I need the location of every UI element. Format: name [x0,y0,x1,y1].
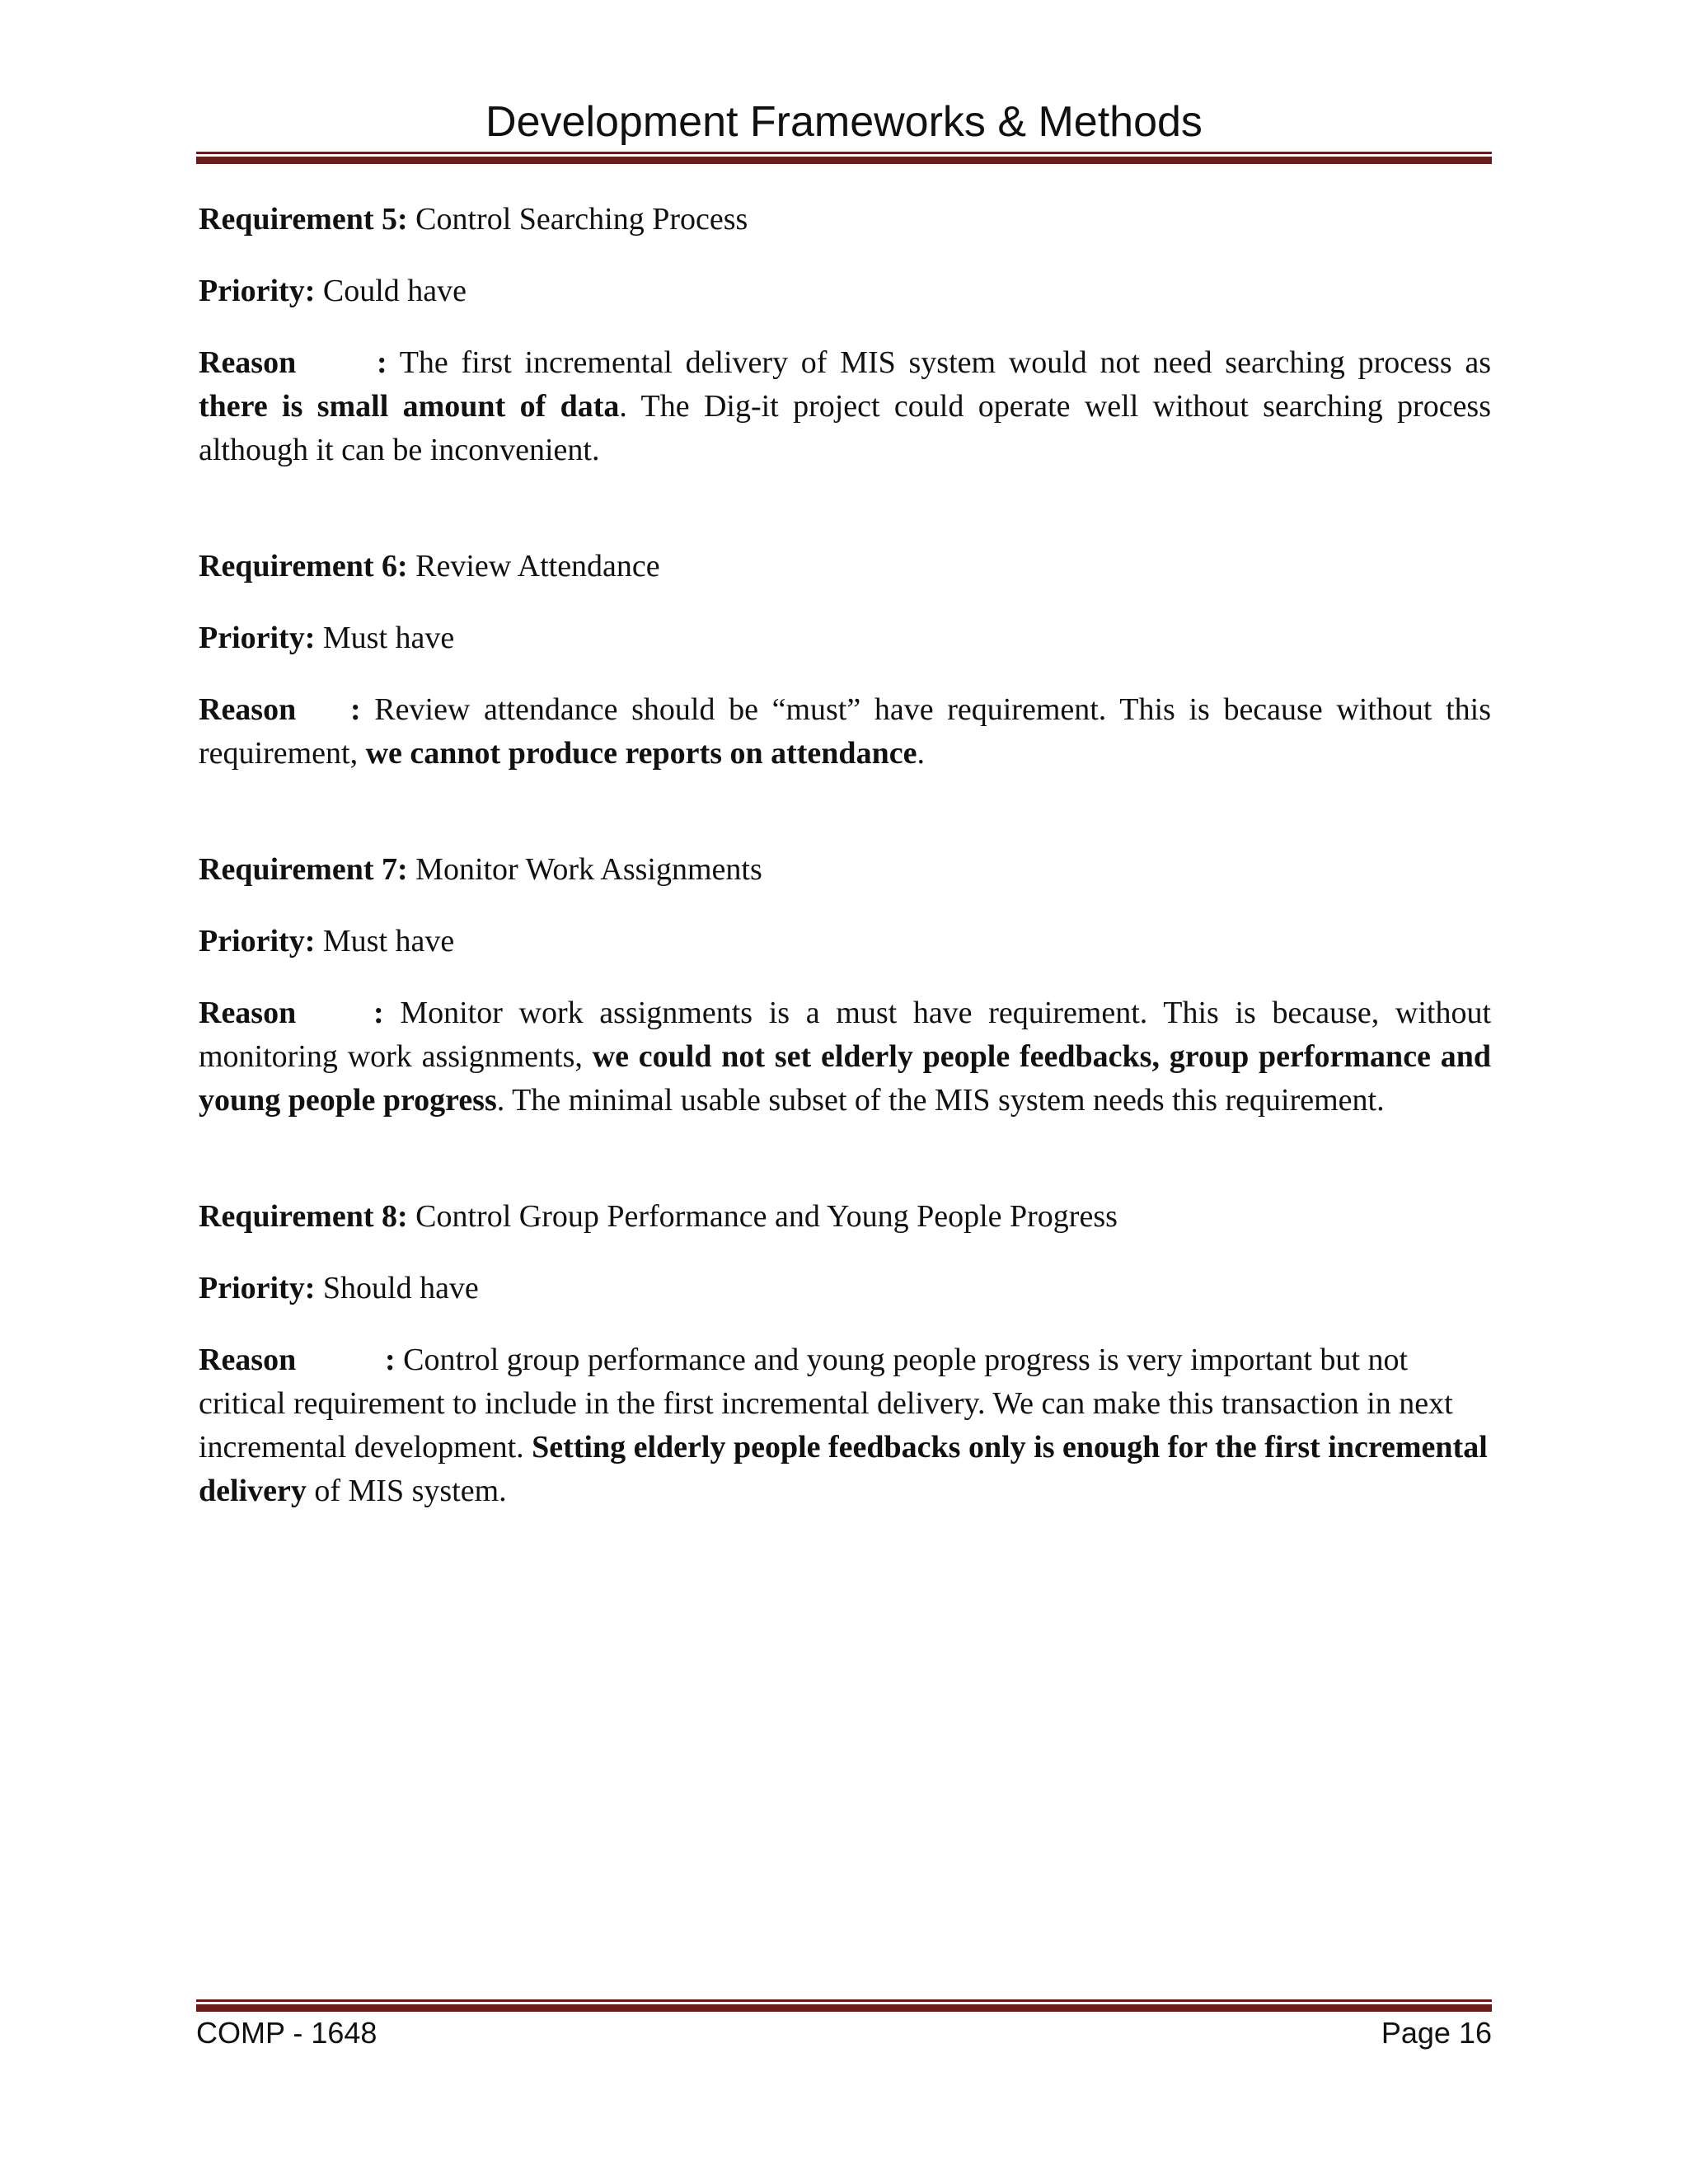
reason-text-cont: . The Dig-it project could operate well without searching process although it can be inconvenient. [199,389,1492,467]
header-rule [196,152,1492,164]
reason-emphasis: there is small amount of data [199,389,620,424]
requirement-title: Control Searching Process [415,202,748,237]
priority-line [199,269,1491,313]
reason-label: Reason [199,1343,297,1377]
page-number: Page 16 [1381,2016,1492,2050]
reason-label: Reason [199,345,297,380]
requirement-5 [199,198,1491,472]
requirement-title: Review Attendance [415,549,660,583]
priority-label: Priority: [199,1271,316,1305]
reason-text: Monitor work assignments is a must have requirement. This is because, without monitoring work assignments, [199,996,1492,1074]
priority-line [199,616,1491,660]
reason-paragraph [199,1338,1491,1513]
reason-colon: : [377,345,387,380]
document-body [199,198,1491,1586]
reason-colon: : [385,1343,396,1377]
requirement-heading [199,198,1491,241]
reason-label: Reason [199,692,297,727]
reason-emphasis: we cannot produce reports on attendance [365,736,917,771]
reason-paragraph [199,991,1491,1122]
requirement-heading [199,545,1491,588]
priority-value: Could have [322,274,467,308]
priority-line [199,920,1491,963]
requirement-8 [199,1195,1491,1513]
priority-label: Priority: [199,621,316,655]
reason-label: Reason [199,996,297,1030]
reason-text-cont: of MIS system. [314,1474,507,1508]
requirement-title: Control Group Performance and Young People Progress [415,1199,1118,1234]
requirement-6 [199,545,1491,776]
priority-value: Should have [322,1271,479,1305]
course-code: COMP - 1648 [196,2016,377,2050]
reason-text: The first incremental delivery of MIS system would not need searching process as [399,345,1491,380]
priority-label: Priority: [199,274,316,308]
reason-paragraph [199,688,1491,776]
reason-colon: : [373,996,384,1030]
reason-text-cont: . [917,736,925,771]
reason-text: Review attendance should be “must” have requirement. This is because without this requirement, [199,692,1491,771]
page-footer [196,2016,1492,2050]
requirement-label: Requirement 7: [199,852,408,887]
requirement-7 [199,848,1491,1122]
reason-text-cont: . The minimal usable subset of the MIS system needs this requirement. [496,1083,1385,1118]
reason-text: Control group performance and young people progress is very important but not critical requirement to include in the first incremental delivery. We can make this transaction in next incremental development. [199,1343,1453,1465]
requirement-heading [199,848,1491,892]
requirement-label: Requirement 5: [199,202,408,237]
priority-value: Must have [322,924,455,958]
requirement-label: Requirement 6: [199,549,408,583]
priority-line [199,1267,1491,1310]
footer-rule [196,1999,1492,2012]
requirement-label: Requirement 8: [199,1199,408,1234]
requirement-heading [199,1195,1491,1239]
reason-paragraph [199,341,1491,472]
reason-colon: : [350,692,361,727]
priority-value: Must have [322,621,455,655]
priority-label: Priority: [199,924,316,958]
page-header-title: Development Frameworks & Methods [485,98,1203,146]
reason-emphasis: Setting elderly people feedbacks only is enough for the first incremental delivery [199,1430,1488,1508]
requirement-title: Monitor Work Assignments [415,852,762,887]
reason-emphasis: we could not set elderly people feedbacks, group performance and young people progress [199,1039,1491,1118]
